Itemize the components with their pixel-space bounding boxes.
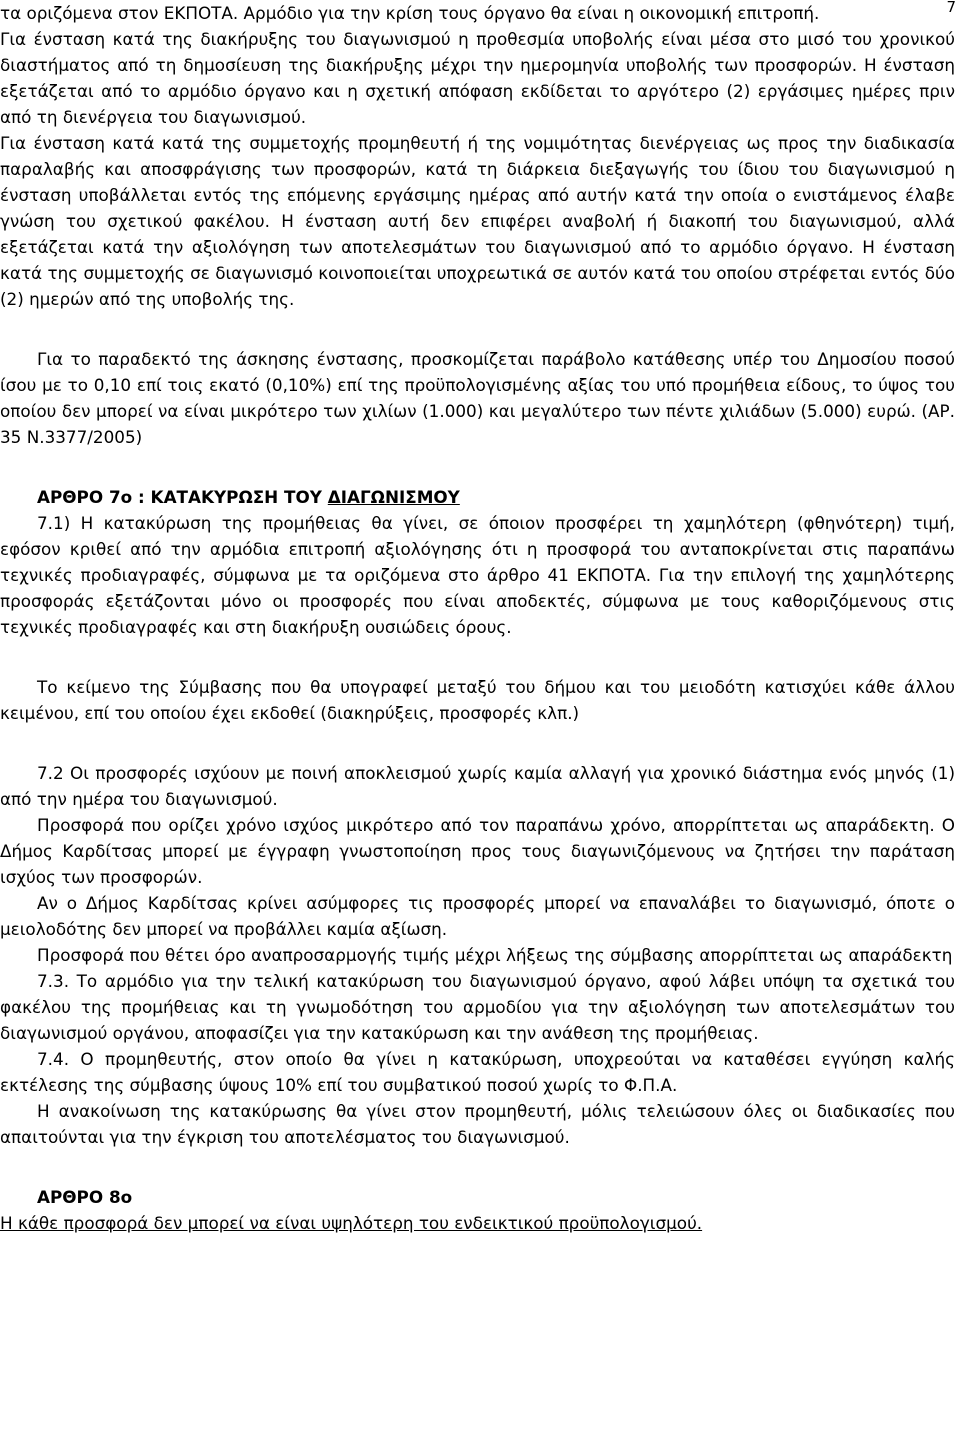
- document-body: [0, 3, 955, 1236]
- paragraph-7-4: 7.4. Ο προμηθευτής, στον οποίο θα γίνει η κατακύρωση, υποχρεούται να καταθέσει εγγύηση καλής εκτέλεσης της σύμβασης ύψους 10% επί του συμβατικού ποσού χωρίς το Φ.Π.Α.: [0, 1049, 955, 1095]
- paragraph-appeal-body: τα οριζόμενα στον ΕΚΠΟΤΑ. Αρμόδιο για την κρίση τους όργανο θα είναι η οικονομική επιτροπή.: [0, 3, 820, 23]
- article-8-heading: ΑΡΘΡΟ 8ο: [37, 1187, 133, 1207]
- article-7-heading: [0, 484, 955, 510]
- article-7-heading-prefix: ΑΡΘΡΟ 7ο : ΚΑΤΑΚΥΡΩΣΗ ΤΟΥ: [37, 487, 328, 507]
- paragraph-article-8: Η κάθε προσφορά δεν μπορεί να είναι υψηλότερη του ενδεικτικού προϋπολογισμού.: [0, 1213, 703, 1233]
- paragraph-objection-fee: Για το παραδεκτό της άσκησης ένστασης, προσκομίζεται παράβολο κατάθεσης υπέρ του Δημοσίου ποσού ίσου με το 0,10 επί τοις εκατό (0,10%) επί της προϋπολογισμένης αξίας του υπό προμήθεια είδους, το ύψος του οποίου δεν μπορεί να είναι μικρότερο των χιλίων (1.000) και μεγαλύτερο των πέντε χιλιάδων (5.000) ευρώ. (ΑΡ. 35 Ν.3377/2005): [0, 349, 955, 447]
- spacer: [0, 640, 955, 674]
- paragraph-7-2: 7.2 Οι προσφορές ισχύουν με ποινή αποκλεισμού χωρίς καμία αλλαγή για χρονικό διάστημα ενός μηνός (1) από την ημέρα του διαγωνισμού.: [0, 763, 955, 809]
- paragraph-contract-text: Το κείμενο της Σύμβασης που θα υπογραφεί μεταξύ του δήμου και του μειοδότη κατισχύει κάθε άλλου κειμένου, επί του οποίου έχει εκδοθεί (διακηρύξεις, προσφορές κλπ.): [0, 677, 955, 723]
- spacer: [0, 312, 955, 346]
- spacer: [0, 1150, 955, 1184]
- spacer: [0, 726, 955, 760]
- paragraph-announcement: Η ανακοίνωση της κατακύρωσης θα γίνει στον προμηθευτή, μόλις τελειώσουν όλες οι διαδικασίες που απαιτούνται για την έγκριση του αποτελέσματος του διαγωνισμού.: [0, 1101, 955, 1147]
- paragraph-7-3: 7.3. Το αρμόδιο για την τελική κατακύρωση του διαγωνισμού όργανο, αφού λάβει υπόψη τα σχετικά του φακέλου της προμήθειας και τη γνωμοδότηση του αρμοδίου για την αξιολόγηση των αποτελεσμάτων του διαγωνισμού οργάνου, αποφασίζει για την κατακύρωση και την ανάθεση της προμήθειας.: [0, 971, 955, 1043]
- spacer: [0, 450, 955, 484]
- page-number: 7: [946, 0, 956, 16]
- paragraph-objection-participation: Για ένσταση κατά κατά της συμμετοχής προμηθευτή ή της νομιμότητας διενέργειας ως προς την διαδικασία παραλαβής και αποσφράγισης των προσφορών, κατά τη διάρκεια διεξαγωγής του ίδιου του διαγωνισμού η ένσταση υποβάλλεται εντός της επόμενης εργάσιμης ημέρας από αυτήν κατά την οποία ο ενιστάμενος έλαβε γνώση του σχετικού φακέλου. Η ένσταση αυτή δεν επιφέρει αναβολή ή διακοπή του διαγωνισμού, αλλά εξετάζεται κατά την αξιολόγηση των αποτελεσμάτων του διαγωνισμού από το αρμόδιο όργανο. Η ένσταση κατά της συμμετοχής σε διαγωνισμό κοινοποιείται υποχρεωτικά σε αυτόν κατά του οποίου στρέφεται εντός δύο (2) ημερών από της υποβολής της.: [0, 133, 955, 309]
- paragraph-price-adjustment: Προσφορά που θέτει όρο αναπροσαρμογής τιμής μέχρι λήξεως της σύμβασης απορρίπτεται ως απαράδεκτη: [37, 945, 953, 965]
- paragraph-7-1: 7.1) Η κατακύρωση της προμήθειας θα γίνει, σε όποιον προσφέρει τη χαμηλότερη (φθηνότερη) τιμή, εφόσον κριθεί από την αρμόδια επιτροπή αξιολόγησης ότι η προσφορά του ανταποκρίνεται στις παραπάνω τεχνικές προδιαγραφές, σύμφωνα με τα οριζόμενα στο άρθρο 41 ΕΚΠΟΤΑ. Για την επιλογή της χαμηλότερης προσφοράς εξετάζονται μόνο οι προσφορές που είναι αποδεκτές, σύμφωνα με τους καθοριζόμενους στις τεχνικές προδιαγραφές και στη διακήρυξη ουσιώδεις όρους.: [0, 513, 955, 637]
- paragraph-objection-announcement: Για ένσταση κατά της διακήρυξης του διαγωνισμού η προθεσμία υποβολής είναι μέσα στο μισό του χρονικού διαστήματος από τη δημοσίευση της διακήρυξης μέχρι την ημερομηνία υποβολής των προσφορών. Η ένσταση εξετάζεται από το αρμόδιο όργανο και η σχετική απόφαση εκδίδεται το αργότερο (2) εργάσιμες ημέρες πριν από τη διενέργεια του διαγωνισμού.: [0, 29, 955, 127]
- article-7-heading-underlined: ΔΙΑΓΩΝΙΣΜΟΥ: [327, 487, 460, 507]
- paragraph-validity: Προσφορά που ορίζει χρόνο ισχύος μικρότερο από τον παραπάνω χρόνο, απορρίπτεται ως απαράδεκτη. Ο Δήμος Καρδίτσας μπορεί με έγγραφη γνωστοποίηση προς τους διαγωνιζόμενους να ζητήσει την παράταση ισχύος των προσφορών.: [0, 815, 955, 887]
- paragraph-repeat-tender: Αν ο Δήμος Καρδίτσας κρίνει ασύμφορες τις προσφορές μπορεί να επαναλάβει το διαγωνισμό, όποτε ο μειολοδότης δεν μπορεί να προβάλλει καμία αξίωση.: [0, 893, 955, 939]
